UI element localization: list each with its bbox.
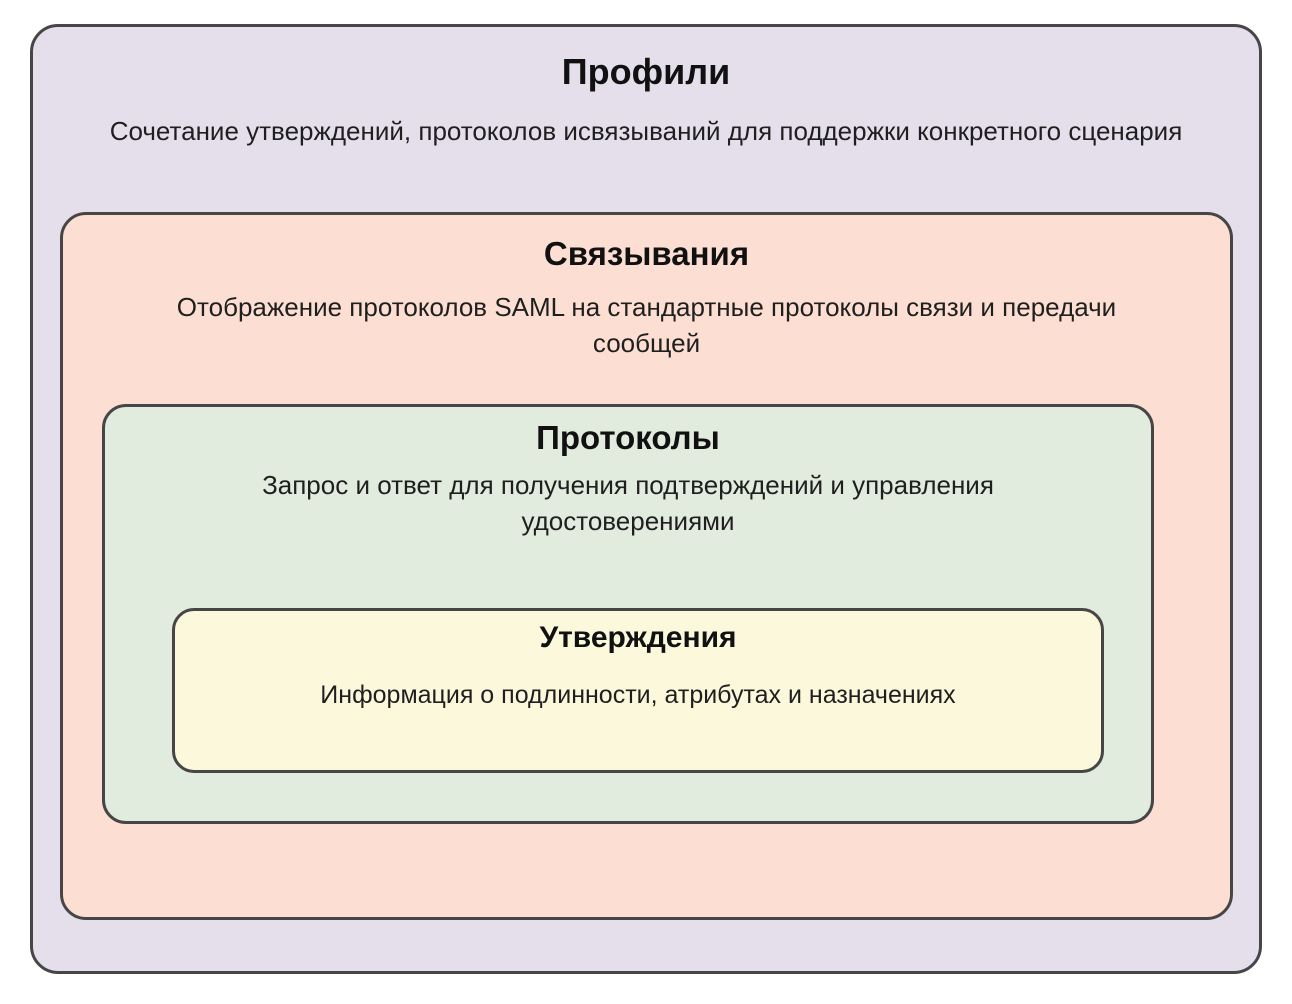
assertions-layer bbox=[172, 608, 1104, 773]
bindings-title: Связывания bbox=[543, 235, 750, 272]
bindings-description-line-2: сообщей bbox=[592, 328, 701, 358]
bindings-layer bbox=[60, 212, 1233, 920]
profiles-layer bbox=[30, 24, 1262, 974]
protocols-description-line-2: удостоверениями bbox=[521, 506, 735, 536]
bindings-description bbox=[117, 289, 1177, 361]
protocols-description-line-1: Запрос и ответ для получения подтверждений и управления bbox=[262, 470, 994, 500]
profiles-title: Профили bbox=[561, 51, 731, 92]
bindings-description-line-1: Отображение протоколов SAML на стандартные протоколы связи и передачи bbox=[176, 292, 1117, 322]
assertions-title: Утверждения bbox=[539, 621, 737, 654]
protocols-layer bbox=[102, 404, 1154, 824]
protocols-description bbox=[188, 467, 1068, 539]
assertions-description: Информация о подлинности, атрибутах и назначениях bbox=[320, 681, 956, 709]
profiles-description: Сочетание утверждений, протоколов исвязываний для поддержки конкретного сценария bbox=[109, 116, 1183, 146]
protocols-title: Протоколы bbox=[536, 419, 720, 456]
